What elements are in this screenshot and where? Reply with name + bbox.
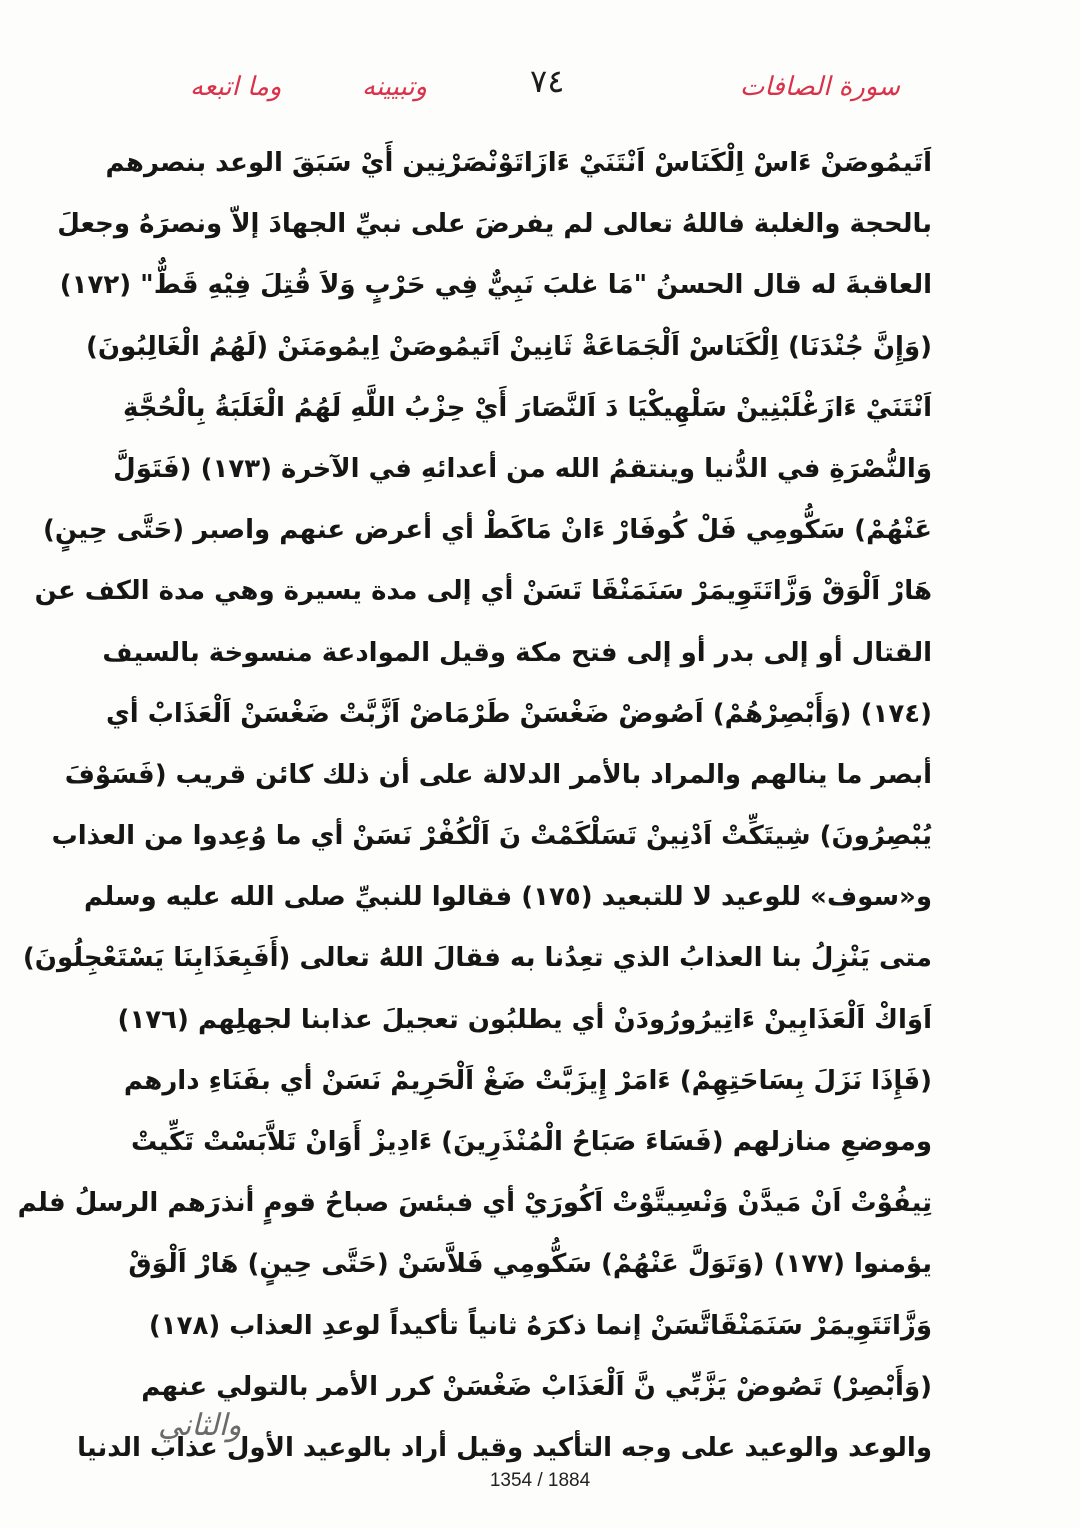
text-line: اَتَيمُوصَنْ ءَاسْ اِلْكَنَاسْ اَنْتَنَيْ ءَازَاتَوْنْصَرْنِين أَيْ سَبَقَ الوعد بنصرهم (105, 148, 932, 178)
text-line: أبصر ما ينالهم والمراد بالأمر الدلالة على أن ذلك كائن قريب (فَسَوْفَ (64, 759, 932, 790)
text-line: وَزَّاتَتَوِيمَرْ سَنَمَنْقَاتَّسَنْ إنما ذكرَهُ ثانياً تأكيداً لوعدِ العذاب (١٧٨) (148, 1310, 932, 1341)
text-line: وَالنُّصْرَةِ في الدُّنيا وينتقمُ الله من أعدائهِ في الآخرة (١٧٣) (فَتَوَلَّ (113, 453, 932, 484)
header-note-middle: وتبيينه (362, 72, 428, 102)
text-line: القتال أو إلى بدر أو إلى فتح مكة وقيل الموادعة منسوخة بالسيف (102, 637, 932, 668)
header-note-right: سورة الصافات (739, 72, 900, 102)
text-line: والوعد والوعيد على وجه التأكيد وقيل أراد بالوعيد الأول عذاب الدنيا (77, 1432, 932, 1463)
text-line: (وَإِنَّ جُنْدَنَا) اِلْكَنَاسْ اَلْجَمَاعَةْ ثَانِينْ اَتَيمُوصَنْ اِيمُومَنَنْ (لَهُمُ الْغَالِبُونَ) (86, 331, 932, 362)
text-line: تِيفُوْتْ اَنْ مَيدَّنْ وَنْسِيتَّوْتْ اَكُورَيْ أي فبئسَ صباحُ قومٍ أنذرَهم الرسلُ فلم (17, 1188, 932, 1219)
text-line: وموضعِ منازلهم (فَسَاءَ صَبَاحُ الْمُنْذَرِينَ) ءَادِيزْ أَوَانْ تَلاَّبَسْتْ تَكِّيتْ (131, 1127, 932, 1157)
text-line: هَارْ اَلْوَقْ وَزَّاتَتَوِيمَرْ سَنَمَنْقَا تَسَنْ أي إلى مدة يسيرة وهي مدة الكف عن (34, 576, 932, 607)
text-line: بالحجة والغلبة فاللهُ تعالى لم يفرضَ على نبيِّ الجهادَ إلاّ ونصرَهُ وجعلَ (57, 209, 932, 240)
catchword: والثاني (158, 1408, 242, 1443)
page-number: ٧٤ (530, 62, 565, 100)
page-counter: 1354 / 1884 (489, 1470, 591, 1491)
page-header (150, 58, 910, 118)
header-note-left: وما اتبعه (190, 72, 282, 102)
text-line: (وَأَبْصِرْ) تَصُوضْ يَزَّبِّي نَّ اَلْعَذَابْ ضَغْسَنْ كرر الأمر بالتولي عنهم (141, 1371, 932, 1402)
body-text (17, 148, 932, 1496)
text-line: متى يَنْزِلُ بنا العذابُ الذي تعِدُنا به فقالَ اللهُ تعالى (أَفَبِعَذَابِنَا يَسْتَعْجِلُونَ) (22, 943, 932, 974)
text-line: العاقبةَ له قال الحسنُ "مَا غلبَ نَبِيٌّ فِي حَرْبٍ وَلاَ قُتِلَ فِيْهِ قَطٌّ" (١٧٢) (59, 270, 932, 301)
text-line: اَوَاكْ اَلْعَذَابِينْ ءَاتِيرُورُودَنْ أي يطلبُون تعجيلَ عذابنا لجهلِهم (١٧٦) (117, 1004, 932, 1035)
text-line: اَنْتَنَيْ ءَازَغْلَبْنِينْ سَلْهِيكْيَا دَ اَلنَّصَارَ أَيْ حِزْبُ اللَّهِ لَهُمُ الْغَلَبَةُ بِالْحُجَّةِ (123, 392, 932, 423)
text-line: (فَإِذَا نَزَلَ بِسَاحَتِهِمْ) ءَامَرْ إِيزَبَّتْ ضَغْ اَلْحَرِيمْ نَسَنْ أي بفَنَاءِ دارهم (123, 1065, 932, 1096)
text-line: (١٧٤) (وَأَبْصِرْهُمْ) اَصُوضْ ضَغْسَنْ طَرْمَاضْ اَزَّبَّتْ ضَغْسَنْ اَلْعَذَابْ أي (105, 698, 932, 729)
text-line: يؤمنوا (١٧٧) (وَتَوَلَّ عَنْهُمْ) سَكُّومِي فَلاَّسَنْ (حَتَّى حِينٍ) هَارْ اَلْوَقْ (128, 1249, 932, 1280)
text-line: يُبْصِرُونَ) شِيتَكِّتْ اَدْنِينْ تَسَلْكَمْتْ نَ اَلْكُفْرْ نَسَنْ أي ما وُعِدوا من العذاب (51, 821, 932, 852)
text-line: عَنْهُمْ) سَكُّومِي فَلْ كُوفَارْ ءَانْ مَاكَطْ أي أعرض عنهم واصبر (حَتَّى حِينٍ) (42, 515, 932, 546)
text-line: و«سوف» للوعيد لا للتبعيد (١٧٥) فقالوا للنبيِّ صلى الله عليه وسلم (83, 882, 932, 913)
